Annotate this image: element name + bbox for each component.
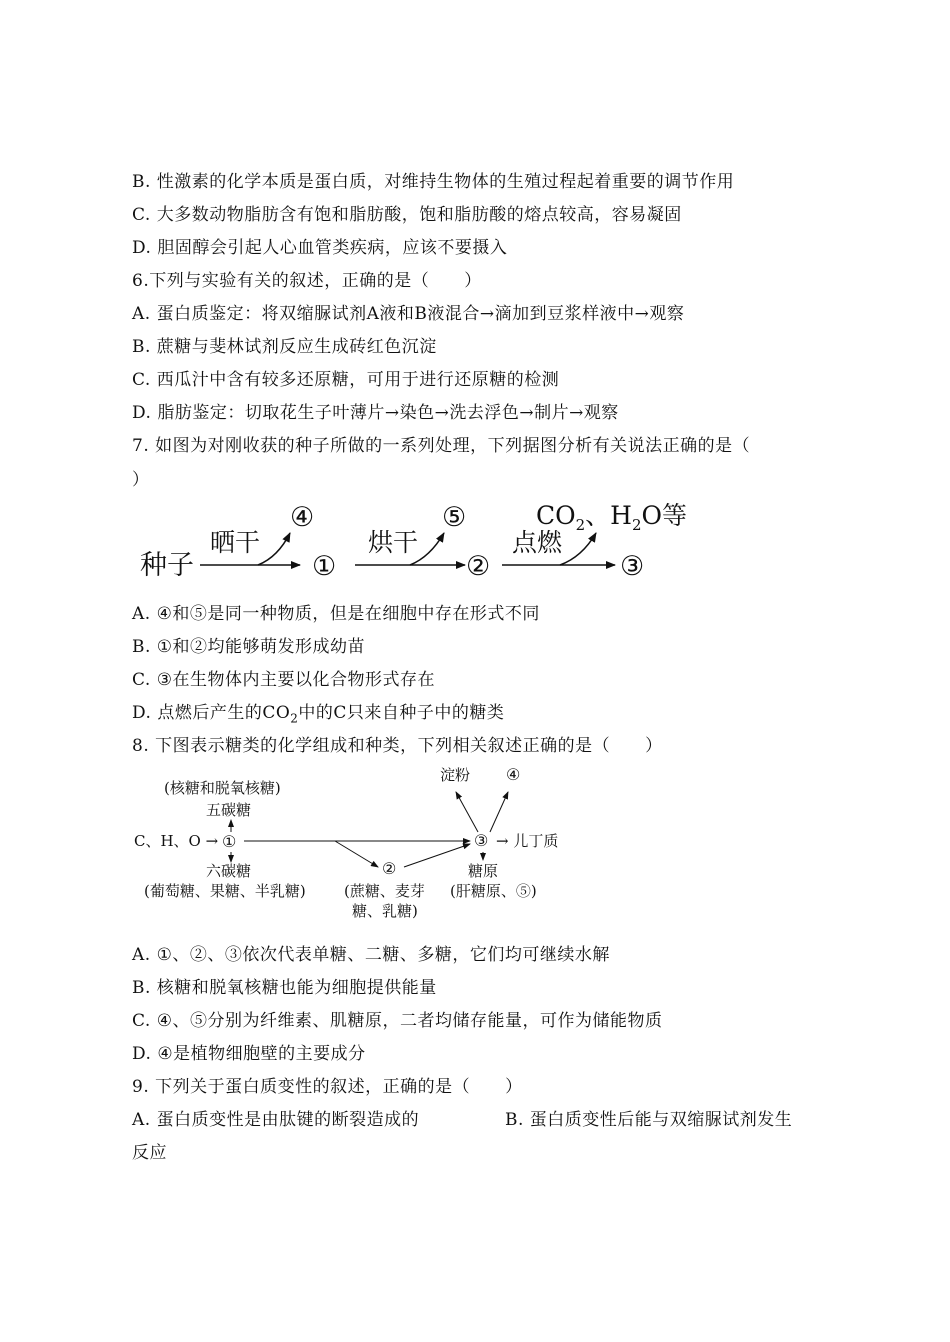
hexose-list: (葡萄糖、果糖、半乳糖) [144,882,306,900]
chitin-label: → 儿丁质 [496,832,559,850]
disaccharide-list-1: (蔗糖、麦芽 [344,882,425,900]
q6-option-d: D. 脂肪鉴定：切取花生子叶薄片→染色→洗去浮色→制片→观察 [132,403,619,423]
label-bake: 烘干 [368,528,419,557]
q5-option-d: D. 胆固醇会引起人心血管类疾病，应该不要摄入 [132,238,508,258]
q6-stem: 6.下列与实验有关的叙述，正确的是（ ） [132,271,482,291]
q7d-post: 中的C只来自种子中的糖类 [298,703,505,723]
node-1: ① [312,551,337,582]
products-label [536,501,687,534]
node-3: ③ [620,551,645,582]
seed-processing-diagram [130,495,710,590]
q7-option-b: B. ①和②均能够萌发形成幼苗 [132,637,366,657]
q5-option-c: C. 大多数动物脂肪含有饱和脂肪酸，饱和脂肪酸的熔点较高，容易凝固 [132,205,682,225]
q6-option-c: C. 西瓜汁中含有较多还原糖，可用于进行还原糖的检测 [132,370,560,390]
node-4: ④ [506,765,521,784]
label-burn: 点燃 [512,528,563,557]
q9-stem: 9. 下列关于蛋白质变性的叙述，正确的是（ ） [132,1077,523,1097]
q7d-pre: D. 点燃后产生的CO [132,703,291,723]
pentose-label: 五碳糖 [206,801,252,819]
arrow-to-products [560,533,596,565]
q9-option-b-continued: 反应 [132,1143,167,1163]
glycogen-label: 糖原 [468,862,499,880]
q7-option-a: A. ④和⑤是同一种物质，但是在细胞中存在形式不同 [132,604,540,624]
node-4: ④ [290,502,315,533]
glycogen-list: (肝糖原、⑤) [450,882,537,900]
arrow-3-to-4 [490,792,508,832]
q7d-sub: 2 [290,711,299,726]
q7-option-d [132,702,504,729]
ribose-label: (核糖和脱氧核糖) [164,779,281,797]
q7-stem-end: ） [132,470,150,490]
products-sub-2: 2 [575,516,586,534]
label-dry: 晒干 [210,528,261,557]
q5-option-b: B. 性激素的化学本质是蛋白质，对维持生物体的生殖过程起着重要的调节作用 [132,172,735,192]
products-h: 、H [585,501,632,530]
arrow-to-4 [258,533,290,565]
arrow-1-to-2 [335,841,378,867]
arrow-3-to-starch [456,792,478,832]
node-2: ② [382,859,397,878]
products-o: O等 [641,501,688,530]
q6-option-a: A. 蛋白质鉴定：将双缩脲试剂A液和B液混合→滴加到豆浆样液中→观察 [132,304,685,324]
starch-label: 淀粉 [440,766,471,784]
q8-option-c: C. ④、⑤分别为纤维素、肌糖原，二者均储存能量，可作为储能物质 [132,1011,663,1031]
q7-option-c: C. ③在生物体内主要以化合物形式存在 [132,670,435,690]
sugar-classification-diagram [130,760,600,925]
q9-option-b: B. 蛋白质变性后能与双缩脲试剂发生 [505,1110,793,1130]
node-3: ③ [474,831,489,850]
q6-option-b: B. 蔗糖与斐林试剂反应生成砖红色沉淀 [132,337,437,357]
q8-option-d: D. ④是植物细胞壁的主要成分 [132,1044,366,1064]
hexose-label: 六碳糖 [206,862,252,880]
node-5: ⑤ [442,502,467,533]
node-1: ① [222,832,237,851]
q8-option-a: A. ①、②、③依次代表单糖、二糖、多糖，它们均可继续水解 [132,945,610,965]
q9-option-a: A. 蛋白质变性是由肽键的断裂造成的 [132,1110,420,1130]
q8-stem: 8. 下图表示糖类的化学组成和种类，下列相关叙述正确的是（ ） [132,736,663,756]
cho-label: C、H、O → [134,832,219,850]
products-co: CO [536,501,576,530]
seed-label: 种子 [140,550,194,581]
q8-option-b: B. 核糖和脱氧核糖也能为细胞提供能量 [132,978,437,998]
disaccharide-list-2: 糖、乳糖) [352,902,418,920]
arrow-2-to-3 [404,844,470,867]
products-sub-2b: 2 [631,516,642,534]
q7-stem: 7. 如图为对刚收获的种子所做的一系列处理，下列据图分析有关说法正确的是（ [132,436,751,456]
node-2: ② [466,551,491,582]
